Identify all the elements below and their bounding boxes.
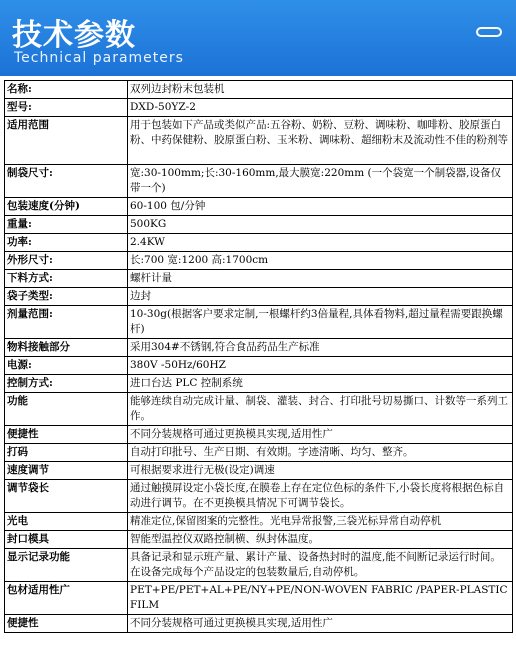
spec-key: 包装速度(分钟)	[5, 198, 128, 216]
spec-key: 物料接触部分	[5, 339, 128, 357]
spec-key: 打码	[5, 444, 128, 462]
spec-value: 不同分装规格可通过更换模具实现,适用性广	[128, 615, 513, 633]
spec-key: 重量:	[5, 216, 128, 234]
table-row	[5, 306, 513, 339]
table-row	[5, 81, 513, 99]
header-banner	[0, 0, 516, 76]
spec-key: 外形尺寸:	[5, 252, 128, 270]
spec-value: 宽:30-100mm;长:30-160mm,最大膜宽:220mm (一个袋宽一个制袋器,设备仅带一个)	[128, 165, 513, 198]
spec-value: 精准定位,保留图案的完整性。光电异常报警,三袋光标异常自动停机	[128, 513, 513, 531]
spec-key: 速度调节	[5, 462, 128, 480]
spec-value: DXD-50YZ-2	[128, 99, 513, 117]
table-row	[5, 513, 513, 531]
spec-value: 双列边封粉末包装机	[128, 81, 513, 99]
spec-key: 光电	[5, 513, 128, 531]
table-row	[5, 357, 513, 375]
spec-value: 500KG	[128, 216, 513, 234]
table-row	[5, 234, 513, 252]
table-row	[5, 288, 513, 306]
spec-key: 便捷性	[5, 615, 128, 633]
decorative-pill-icon	[476, 27, 502, 37]
spec-key: 调节袋长	[5, 480, 128, 513]
table-row	[5, 462, 513, 480]
spec-value: PET+PE/PET+AL+PE/NY+PE/NON-WOVEN FABRIC /PAPER-PLASTIC FILM	[128, 582, 513, 615]
table-row	[5, 393, 513, 426]
spec-key: 名称:	[5, 81, 128, 99]
spec-key: 功率:	[5, 234, 128, 252]
page-subtitle: Technical parameters	[14, 50, 184, 66]
table-row	[5, 582, 513, 615]
spec-value: 采用304#不锈钢,符合食品药品生产标准	[128, 339, 513, 357]
spec-value: 能够连续自动完成计量、制袋、灌装、封合、打印批号切易撕口、计数等一系列工作。	[128, 393, 513, 426]
table-row	[5, 444, 513, 462]
table-row	[5, 117, 513, 165]
spec-table	[4, 80, 513, 633]
spec-value: 通过触摸屏设定小袋长度,在膜卷上存在定位色标的条件下,小袋长度将根据色标自动进行调节。在不更换模具情况下可调节袋长。	[128, 480, 513, 513]
spec-key: 包材适用性广	[5, 582, 128, 615]
spec-key: 制袋尺寸:	[5, 165, 128, 198]
spec-value: 10-30g(根据客户要求定制,一根螺杆约3倍量程,具体看物料,超过量程需要跟换螺杆)	[128, 306, 513, 339]
spec-key: 电源:	[5, 357, 128, 375]
spec-key: 型号:	[5, 99, 128, 117]
spec-value: 进口台达 PLC 控制系统	[128, 375, 513, 393]
spec-key: 控制方式:	[5, 375, 128, 393]
spec-value: 螺杆计量	[128, 270, 513, 288]
spec-key: 剂量范围:	[5, 306, 128, 339]
spec-key: 下料方式:	[5, 270, 128, 288]
spec-value: 长:700 宽:1200 高:1700cm	[128, 252, 513, 270]
spec-key: 显示记录功能	[5, 549, 128, 582]
table-row	[5, 339, 513, 357]
spec-value: 边封	[128, 288, 513, 306]
spec-value: 380V -50Hz/60HZ	[128, 357, 513, 375]
table-row	[5, 426, 513, 444]
spec-value: 智能型温控仪双路控制横、纵封体温度。	[128, 531, 513, 549]
table-row	[5, 198, 513, 216]
spec-value: 2.4KW	[128, 234, 513, 252]
spec-value: 自动打印批号、生产日期、有效期。字迹清晰、均匀、整齐。	[128, 444, 513, 462]
table-row	[5, 252, 513, 270]
table-row	[5, 480, 513, 513]
spec-key: 封口模具	[5, 531, 128, 549]
spec-key: 袋子类型:	[5, 288, 128, 306]
spec-value: 60-100 包/分钟	[128, 198, 513, 216]
table-row	[5, 270, 513, 288]
table-row	[5, 165, 513, 198]
spec-key: 便捷性	[5, 426, 128, 444]
spec-value: 具备记录和显示班产量、累计产量、设备热封时的温度,能不间断记录运行时间。在设备完成每个产品设定的包装数量后,自动停机。	[128, 549, 513, 582]
spec-value: 用于包装如下产品或类似产品:五谷粉、奶粉、豆粉、调味粉、咖啡粉、胶原蛋白粉、中药保健粉、胶原蛋白粉、玉米粉、调味粉、超细粉末及流动性不佳的粉剂等	[128, 117, 513, 165]
table-row	[5, 375, 513, 393]
spec-value: 可根据要求进行无极(设定)调速	[128, 462, 513, 480]
spec-value: 不同分装规格可通过更换模具实现,适用性广	[128, 426, 513, 444]
table-row	[5, 216, 513, 234]
table-row	[5, 531, 513, 549]
table-row	[5, 99, 513, 117]
page-title: 技术参数	[12, 18, 136, 53]
spec-key: 适用范围	[5, 117, 128, 165]
spec-key: 功能	[5, 393, 128, 426]
table-row	[5, 549, 513, 582]
table-row	[5, 615, 513, 633]
